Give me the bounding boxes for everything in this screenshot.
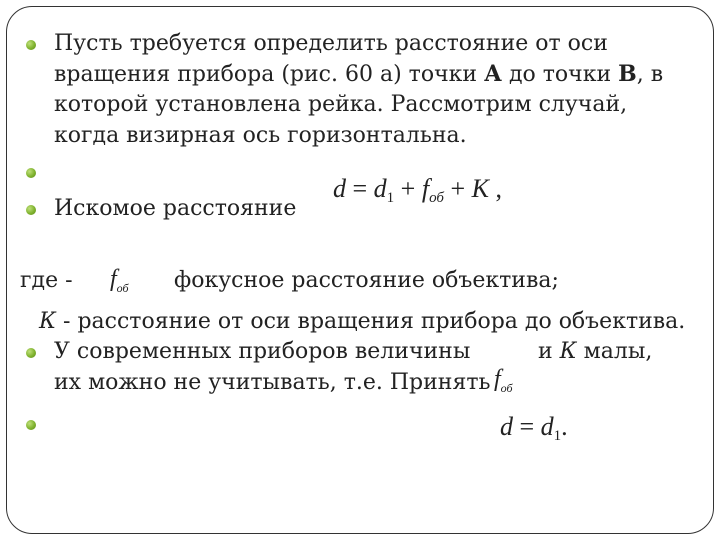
paragraph1-line4-text: когда визирная ось горизонтальна. bbox=[54, 123, 467, 148]
formula-d: d bbox=[333, 174, 346, 203]
final-eq: = bbox=[513, 412, 541, 441]
paragraph1-line4 bbox=[54, 123, 467, 149]
point-a-label: А bbox=[484, 61, 502, 87]
where-text bbox=[174, 268, 559, 294]
paragraph1-line1 bbox=[54, 31, 608, 57]
formula-d1-sub: 1 bbox=[386, 190, 395, 206]
paragraph3-line2-text: их можно не учитывать, т.е. Принять bbox=[54, 370, 491, 395]
formula-f-sub: об bbox=[429, 190, 444, 206]
final-formula bbox=[500, 412, 568, 451]
final-d1-sub: 1 bbox=[553, 428, 562, 444]
point-b-label: В bbox=[618, 61, 637, 87]
formula-f: f bbox=[421, 174, 430, 203]
bullet-2-empty bbox=[26, 168, 36, 178]
where-f-sub: об bbox=[116, 281, 129, 295]
paragraph3-line1-a bbox=[54, 339, 470, 365]
where-prefix bbox=[20, 268, 73, 294]
formula-plus2: + bbox=[443, 174, 472, 203]
paragraph3-f: f bbox=[494, 366, 501, 392]
paragraph1-line1-text: Пусть требуется определить расстояние от оси bbox=[54, 31, 608, 56]
paragraph1-line2-b: до точки bbox=[501, 62, 619, 87]
paragraph1-line2-a: вращения прибора (рис. 60 а) точки bbox=[54, 62, 485, 87]
final-tail: . bbox=[561, 412, 568, 441]
paragraph1-line2-c: , в bbox=[636, 62, 664, 87]
formula-d1: d bbox=[373, 174, 387, 203]
paragraph3-line1-a-text: У современных приборов величины bbox=[54, 339, 471, 364]
bullet-4 bbox=[26, 348, 36, 358]
distance-formula bbox=[333, 174, 502, 213]
paragraph1-line3 bbox=[54, 92, 627, 118]
formula-tail: , bbox=[488, 174, 502, 203]
k-line-text: - расстояние от оси вращения прибора до объектива. bbox=[56, 309, 686, 334]
where-prefix-text: где - bbox=[20, 268, 73, 293]
paragraph3-f-sub: об bbox=[500, 381, 513, 395]
paragraph1-line2 bbox=[54, 61, 663, 88]
where-f-symbol bbox=[110, 266, 129, 296]
paragraph2-label bbox=[54, 196, 296, 222]
paragraph3-line1-b bbox=[538, 339, 652, 365]
formula-eq: = bbox=[346, 174, 374, 203]
paragraph3-f-symbol bbox=[494, 366, 513, 396]
paragraph1-line3-text: которой установлена рейка. Рассмотрим случай, bbox=[54, 92, 628, 117]
formula-k: K bbox=[471, 174, 489, 203]
paragraph3-and: и bbox=[538, 339, 560, 364]
final-d: d bbox=[500, 412, 513, 441]
bullet-3 bbox=[26, 205, 36, 215]
k-symbol: К bbox=[39, 309, 57, 334]
paragraph3-small: малы, bbox=[576, 339, 653, 364]
bullet-1 bbox=[26, 40, 36, 50]
k-line bbox=[39, 309, 685, 335]
where-f: f bbox=[110, 266, 117, 292]
paragraph3-line2 bbox=[54, 370, 491, 396]
final-d1: d bbox=[540, 412, 554, 441]
bullet-5 bbox=[26, 420, 36, 430]
paragraph3-k: К bbox=[559, 339, 577, 364]
distance-label: Искомое расстояние bbox=[54, 196, 297, 221]
formula-plus1: + bbox=[394, 174, 422, 203]
where-text-value: фокусное расстояние объектива; bbox=[174, 268, 559, 293]
